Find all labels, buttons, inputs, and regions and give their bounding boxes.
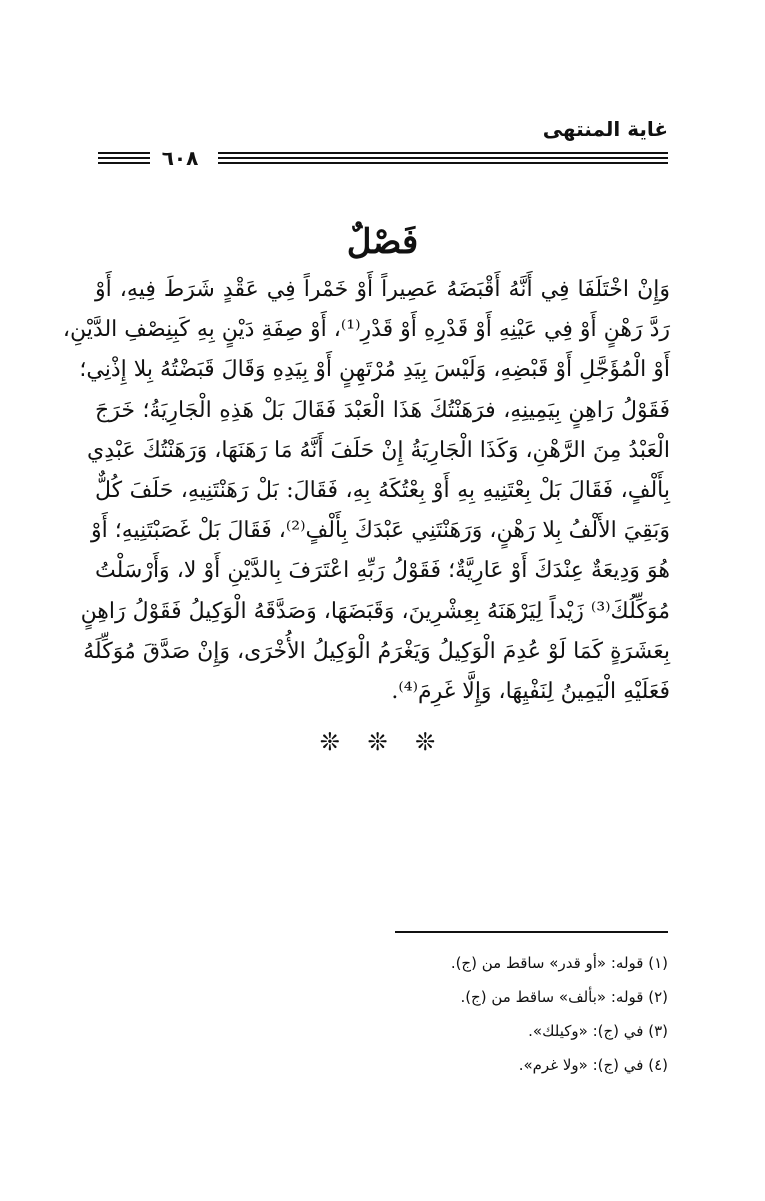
body-line: الْعَبْدُ مِنَ الرَّهْنِ، وَكَذَا الْجَارِيَةُ إِنْ حَلَفَ أَنَّهُ مَا رَهَنَهَا، وَرَهَنْتُكَ عَبْدِي bbox=[87, 437, 670, 463]
header-rule-line bbox=[218, 152, 668, 154]
header-rule-line bbox=[98, 162, 150, 164]
body-line: فَعَلَيْهِ الْيَمِينُ لِنَفْيِهَا، وَإِلَّا غَرِمَ⁽⁴⁾. bbox=[391, 678, 670, 704]
footnote: (٢) قوله: «بألف» ساقط من (ج). bbox=[460, 988, 668, 1006]
section-heading: فَصْلٌ bbox=[346, 222, 419, 262]
section-divider-asterisks: ❊ ❊ ❊ bbox=[319, 728, 446, 756]
body-line: فَقَوْلُ رَاهِنٍ بِيَمِينِهِ، فرَهَنْتُكَ هَذَا الْعَبْدَ فَقَالَ بَلْ هَذِهِ الْجَارِيَةُ؛ خَرَجَ bbox=[95, 397, 670, 423]
header-rule bbox=[98, 148, 668, 168]
footnote-rule bbox=[395, 931, 668, 933]
footnote: (٤) في (ج): «ولا غرم». bbox=[518, 1056, 668, 1074]
footnotes bbox=[268, 946, 668, 1082]
body-text bbox=[62, 270, 670, 712]
body-line: أَوْ الْمُؤَجَّلِ أَوْ قَبْضِهِ، وَلَيْسَ بِيَدِ مُرْتَهِنٍ أَوْ بِيَدِهِ وَقَالَ قَبَضْتُهُ بِلا إِذْنِي؛ bbox=[79, 357, 670, 383]
header-rule-line bbox=[98, 152, 150, 154]
running-title: غاية المنتهى bbox=[542, 117, 668, 141]
body-line: وَإِنْ اخْتَلَفَا فِي أَنَّهُ أَقْبَضَهُ عَصِيراً أَوْ خَمْراً فِي عَقْدٍ شَرَطَ فِيهِ، أَوْ bbox=[95, 277, 670, 302]
page-number: ٦٠٨ bbox=[161, 146, 199, 170]
body-line: بِأَلْفٍ، فَقَالَ بَلْ بِعْتَنِيهِ بِهِ أَوْ بِعْتُكَهُ بِهِ، فَقَالَ: بَلْ رَهَنْتَنِيهِ، حَلَفَ كُلٌّ bbox=[95, 477, 670, 503]
body-line: مُوَكِّلُكَ⁽³⁾ زَيْداً لِيَرْهَنَهُ بِعِشْرِينَ، وَقَبَضَهَا، وَصَدَّقَهُ الْوَكِيلُ فَقَوْلُ رَاهِنٍ bbox=[80, 598, 670, 624]
header-rule-line bbox=[218, 162, 668, 164]
body-line: بِعَشَرَةٍ كَمَا لَوْ عُدِمَ الْوَكِيلُ وَيَغْرَمُ الْوَكِيلُ الأُخْرَى، وَإِنْ صَدَّقَ مُوَكِّلَهُ bbox=[83, 638, 670, 664]
body-line: رَدَّ رَهْنٍ أَوْ فِي عَيْنِهِ أَوْ قَدْرِهِ أَوْ قَدْرِ⁽¹⁾، أَوْ صِفَةِ دَيْنٍ بِهِ كَبِنِصْفِ الدَّيْنِ، bbox=[62, 317, 670, 343]
body-line: وَبَقِيَ الأَلْفُ بِلا رَهْنٍ، وَرَهَنْتَنِي عَبْدَكَ بِأَلْفٍ⁽²⁾، فَقَالَ بَلْ غَصَبْتَنِيهِ؛ أَوْ bbox=[91, 518, 670, 544]
footnote: (١) قوله: «أو قدر» ساقط من (ج). bbox=[450, 954, 668, 972]
header-rule-line bbox=[98, 157, 150, 159]
body-line: هُوَ وَدِيعَةٌ عِنْدَكَ أَوْ عَارِيَّةٌ؛ فَقَوْلُ رَبِّهِ اعْتَرَفَ بِالدَّيْنِ أَوْ لا، وَأَرْسَلْتُ bbox=[95, 558, 670, 584]
footnote: (٣) في (ج): «وكيلك». bbox=[528, 1022, 668, 1040]
header-rule-line bbox=[218, 157, 668, 159]
